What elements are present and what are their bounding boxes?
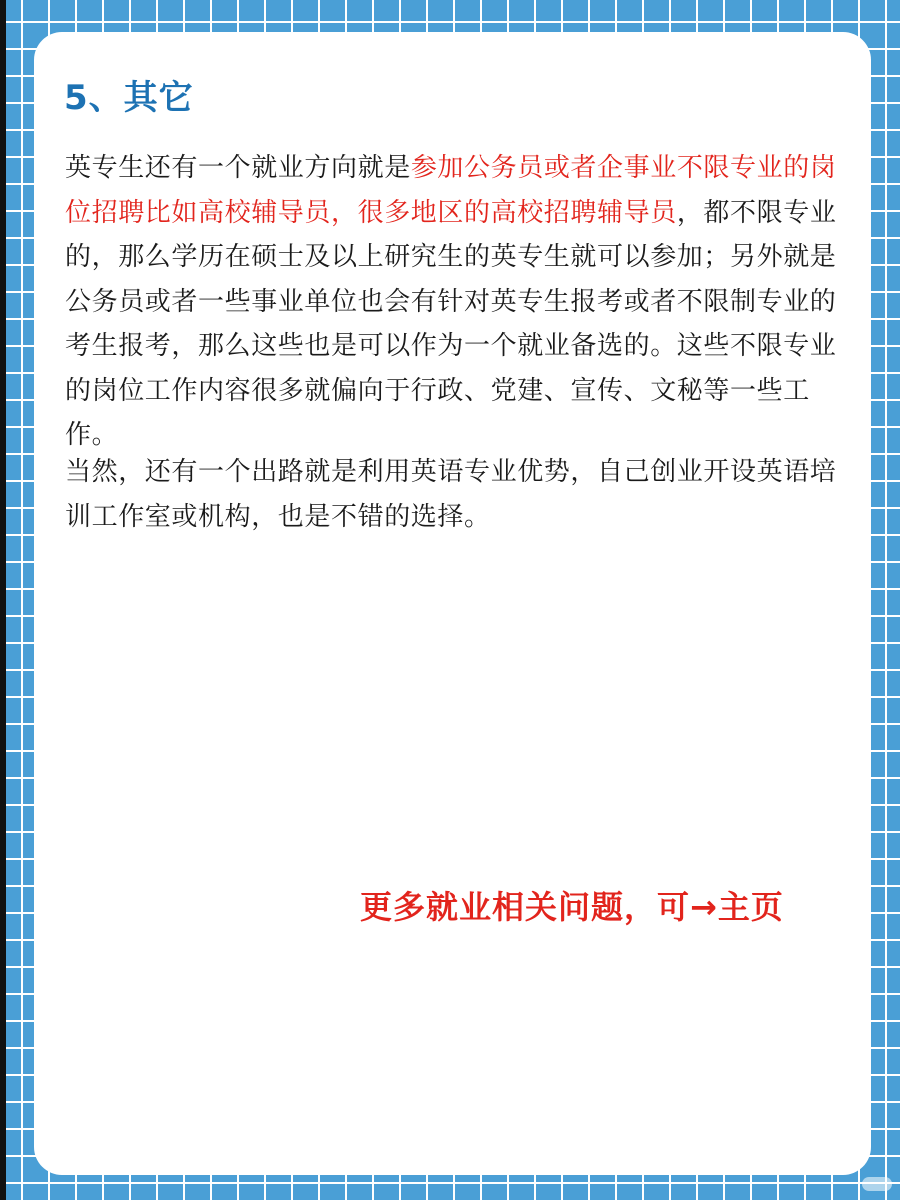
paragraph-employment-direction (65, 146, 855, 458)
highlighted-text: 参加公务员或者企事业不限专业的岗位招聘比如高校辅导员，很多地区的高校招聘辅导员 (65, 153, 837, 228)
paragraph-entrepreneurship: 当然，还有一个出路就是利用英语专业优势，自己创业开设英语培训工作室或机构，也是不错的选择。 (65, 457, 837, 532)
homepage-link[interactable]: 更多就业相关问题，可→主页 (360, 888, 784, 926)
paragraph-intro-text: 英专生还有一个就业方向就是 (65, 153, 411, 183)
section-heading: 5、其它 (64, 78, 194, 118)
content-card (34, 32, 871, 1175)
left-edge-strip (0, 0, 6, 1200)
paragraph-rest-text: ，都不限专业的，那么学历在硕士及以上研究生的英专生就可以参加；另外就是公务员或者一些事业单位也会有针对英专生报考或者不限制专业的考生报考，那么这些也是可以作为一个就业备选的。这些不限专业的岗位工作内容很多就偏向于行政、党建、宣传、文秘等一些工作。 (65, 197, 837, 450)
watermark-badge (862, 1177, 892, 1191)
